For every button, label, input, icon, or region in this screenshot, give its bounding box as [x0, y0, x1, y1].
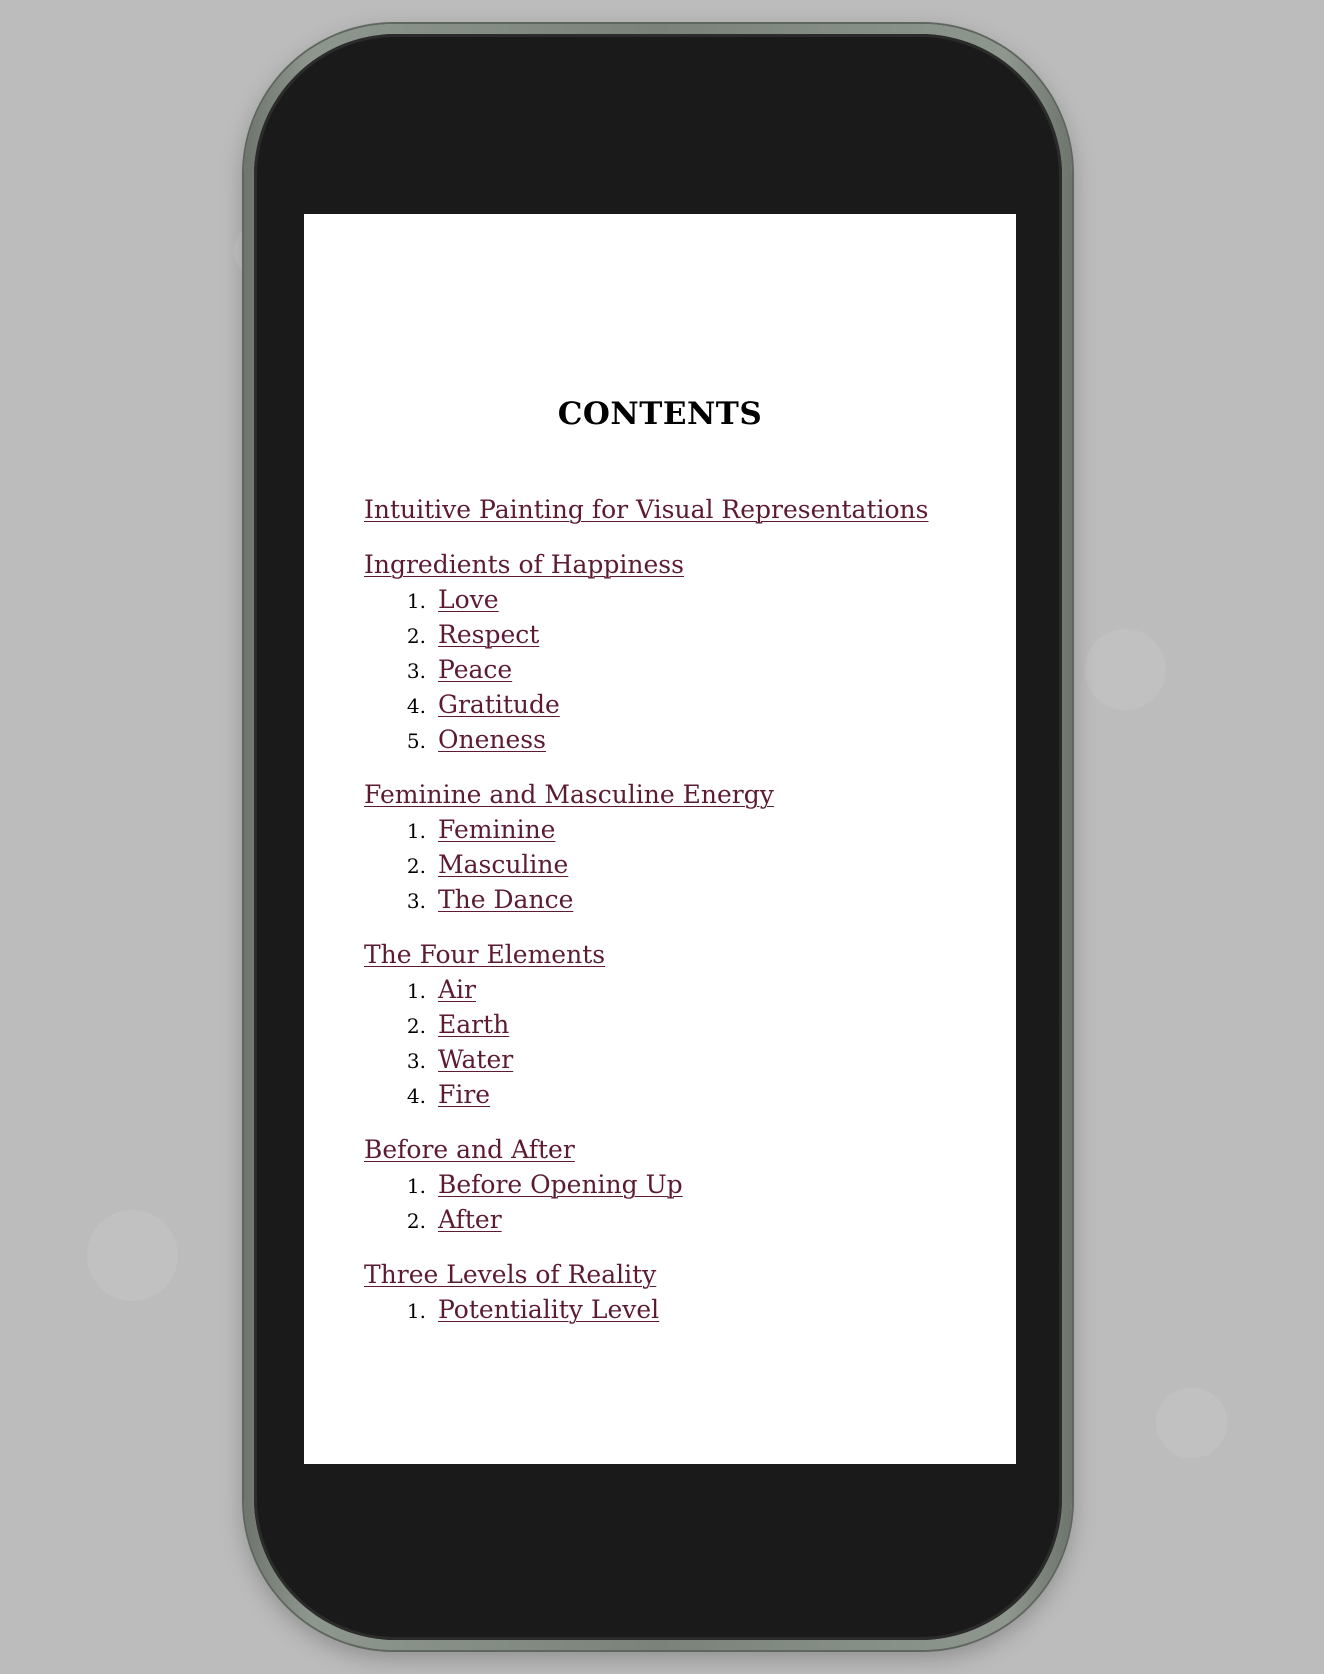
toc-subitem: [364, 687, 994, 722]
toc-item-link[interactable]: Feminine: [438, 815, 556, 844]
toc-subitem: [364, 617, 994, 652]
toc-section: [364, 547, 994, 757]
toc-subitem: [364, 1202, 994, 1237]
toc-section: [364, 777, 994, 917]
toc-sublist: [364, 582, 994, 757]
toc-item-link[interactable]: After: [438, 1205, 502, 1234]
toc-subitem: [364, 972, 994, 1007]
toc-item-link[interactable]: Earth: [438, 1010, 510, 1039]
toc-section-link[interactable]: Three Levels of Reality: [364, 1260, 657, 1289]
toc-section: [364, 937, 994, 1112]
toc-item-link[interactable]: Oneness: [438, 725, 546, 754]
toc-item-link[interactable]: Air: [438, 975, 477, 1004]
toc-item-number: 1.: [406, 589, 426, 613]
toc-section-link[interactable]: The Four Elements: [364, 940, 606, 969]
toc-item-number: 1.: [406, 819, 426, 843]
toc-section: [364, 1132, 994, 1237]
toc-item-number: 1.: [406, 1174, 426, 1198]
toc-item-number: 2.: [406, 854, 426, 878]
toc-subitem: [364, 882, 994, 917]
toc-item-number: 3.: [406, 659, 426, 683]
toc-subitem: [364, 847, 994, 882]
toc-section-link[interactable]: Intuitive Painting for Visual Representations: [364, 495, 929, 524]
toc-item-number: 3.: [406, 1049, 426, 1073]
toc-subitem: [364, 652, 994, 687]
toc-item-link[interactable]: Before Opening Up: [438, 1170, 683, 1199]
toc-item-link[interactable]: The Dance: [438, 885, 574, 914]
toc-item-link[interactable]: Water: [438, 1045, 514, 1074]
toc-sublist: [364, 812, 994, 917]
toc-item-link[interactable]: Potentiality Level: [438, 1295, 660, 1324]
toc-item-link[interactable]: Masculine: [438, 850, 569, 879]
toc-section-link[interactable]: Ingredients of Happiness: [364, 550, 684, 579]
toc-section-link[interactable]: Feminine and Masculine Energy: [364, 780, 774, 809]
toc-item-number: 5.: [406, 729, 426, 753]
toc-item-number: 2.: [406, 624, 426, 648]
toc-sublist: [364, 1167, 994, 1237]
toc-section-link[interactable]: Before and After: [364, 1135, 575, 1164]
toc-subitem: [364, 1167, 994, 1202]
toc-item-link[interactable]: Love: [438, 585, 499, 614]
toc-item-number: 2.: [406, 1014, 426, 1038]
toc-item-number: 1.: [406, 1299, 426, 1323]
toc-item-number: 3.: [406, 889, 426, 913]
toc-item-number: 1.: [406, 979, 426, 1003]
toc-subitem: [364, 582, 994, 617]
toc-sublist: [364, 1292, 994, 1327]
toc-item-number: 2.: [406, 1209, 426, 1233]
toc-subitem: [364, 1042, 994, 1077]
toc-section: [364, 492, 994, 527]
ebook-screen: [304, 214, 1016, 1464]
toc-subitem: [364, 1292, 994, 1327]
toc-sublist: [364, 972, 994, 1112]
toc-subitem: [364, 1007, 994, 1042]
table-of-contents: [364, 492, 994, 1347]
toc-subitem: [364, 722, 994, 757]
toc-item-link[interactable]: Peace: [438, 655, 513, 684]
page-title: CONTENTS: [557, 396, 763, 432]
toc-item-number: 4.: [406, 694, 426, 718]
toc-item-number: 4.: [406, 1084, 426, 1108]
toc-subitem: [364, 1077, 994, 1112]
toc-item-link[interactable]: Fire: [438, 1080, 491, 1109]
toc-subitem: [364, 812, 994, 847]
toc-section: [364, 1257, 994, 1327]
toc-item-link[interactable]: Gratitude: [438, 690, 560, 719]
toc-item-link[interactable]: Respect: [438, 620, 540, 649]
